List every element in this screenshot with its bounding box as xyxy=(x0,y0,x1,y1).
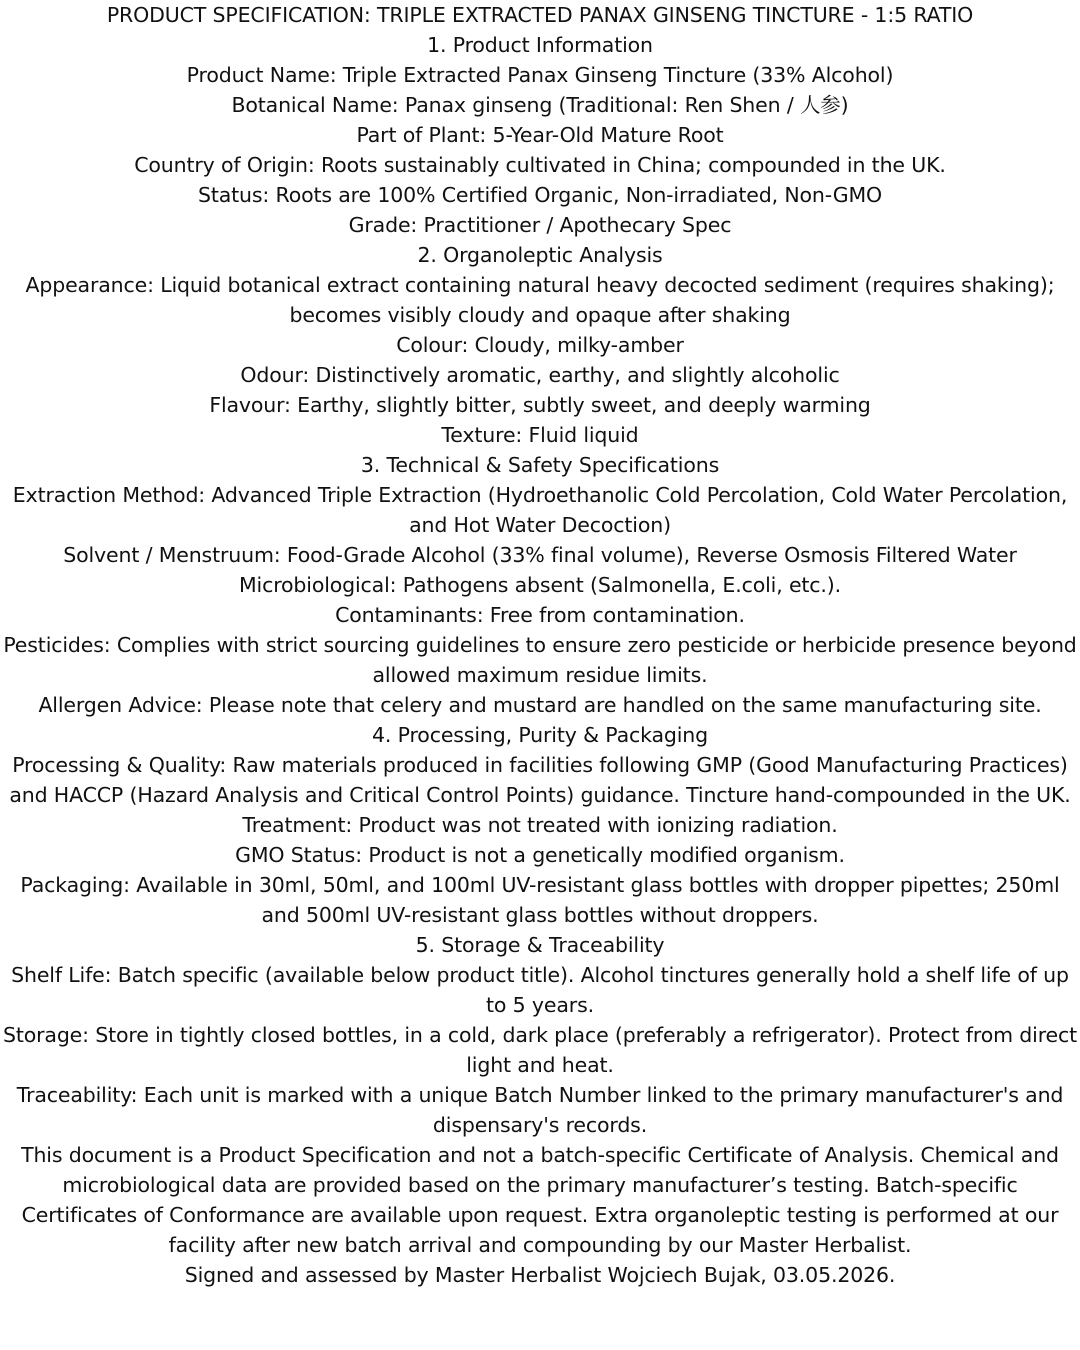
shelf-life: Shelf Life: Batch specific (available below product title). Alcohol tinctures generally hold a shelf life of up to 5 years. xyxy=(11,963,1069,1017)
flavour: Flavour: Earthy, slightly bitter, subtly sweet, and deeply warming xyxy=(209,393,871,417)
storage: Storage: Store in tightly closed bottles, in a cold, dark place (preferably a refrigerator). Protect from direct light and heat. xyxy=(2,1023,1077,1077)
section-heading-technical-safety: 3. Technical & Safety Specifications xyxy=(360,453,720,477)
odour: Odour: Distinctively aromatic, earthy, and slightly alcoholic xyxy=(240,363,840,387)
processing-quality: Processing & Quality: Raw materials produced in facilities following GMP (Good Manufacturing Practices) and HACCP (Hazard Analysis and Critical Control Points) guidance. Tincture hand-compounded in the UK. xyxy=(9,753,1071,807)
microbiological: Microbiological: Pathogens absent (Salmonella, E.coli, etc.). xyxy=(238,573,841,597)
signature-line: Signed and assessed by Master Herbalist Wojciech Bujak, 03.05.2026. xyxy=(184,1263,896,1287)
botanical-name: Botanical Name: Panax ginseng (Traditional: Ren Shen / 人参) xyxy=(231,93,849,117)
country-of-origin: Country of Origin: Roots sustainably cultivated in China; compounded in the UK. xyxy=(134,153,946,177)
section-heading-processing-purity-packaging: 4. Processing, Purity & Packaging xyxy=(372,723,708,747)
traceability: Traceability: Each unit is marked with a unique Batch Number linked to the primary manufacturer's and dispensary's records. xyxy=(16,1083,1064,1137)
section-heading-storage-traceability: 5. Storage & Traceability xyxy=(415,933,665,957)
section-heading-organoleptic-analysis: 2. Organoleptic Analysis xyxy=(417,243,663,267)
treatment: Treatment: Product was not treated with ionizing radiation. xyxy=(242,813,838,837)
document-title: PRODUCT SPECIFICATION: TRIPLE EXTRACTED PANAX GINSENG TINCTURE - 1:5 RATIO xyxy=(106,3,974,27)
appearance: Appearance: Liquid botanical extract containing natural heavy decocted sediment (requires shaking); becomes visibly cloudy and opaque after shaking xyxy=(25,273,1055,327)
disclaimer: This document is a Product Specification and not a batch-specific Certificate of Analysis. Chemical and microbiological data are provided based on the primary manufacturer’s testing. Batch-specific Certificates of Conformance are available upon request. Extra organoleptic testing is performed at our facility after new batch arrival and compounding by our Master Herbalist. xyxy=(21,1143,1059,1257)
contaminants: Contaminants: Free from contamination. xyxy=(335,603,745,627)
part-of-plant: Part of Plant: 5-Year-Old Mature Root xyxy=(356,123,724,147)
status: Status: Roots are 100% Certified Organic, Non-irradiated, Non-GMO xyxy=(197,183,883,207)
packaging: Packaging: Available in 30ml, 50ml, and 100ml UV-resistant glass bottles with dropper pipettes; 250ml and 500ml UV-resistant glass bottles without droppers. xyxy=(20,873,1060,927)
product-name: Product Name: Triple Extracted Panax Ginseng Tincture (33% Alcohol) xyxy=(186,63,894,87)
solvent-menstruum: Solvent / Menstruum: Food-Grade Alcohol (33% final volume), Reverse Osmosis Filtered Water xyxy=(63,543,1017,567)
section-heading-product-information: 1. Product Information xyxy=(427,33,653,57)
gmo-status: GMO Status: Product is not a genetically modified organism. xyxy=(235,843,845,867)
colour: Colour: Cloudy, milky-amber xyxy=(396,333,684,357)
allergen-advice: Allergen Advice: Please note that celery and mustard are handled on the same manufacturing site. xyxy=(38,693,1042,717)
grade: Grade: Practitioner / Apothecary Spec xyxy=(348,213,732,237)
texture: Texture: Fluid liquid xyxy=(441,423,639,447)
pesticides: Pesticides: Complies with strict sourcing guidelines to ensure zero pesticide or herbicide presence beyond allowed maximum residue limits. xyxy=(3,633,1077,687)
extraction-method: Extraction Method: Advanced Triple Extraction (Hydroethanolic Cold Percolation, Cold Water Percolation, and Hot Water Decoction) xyxy=(12,483,1068,537)
